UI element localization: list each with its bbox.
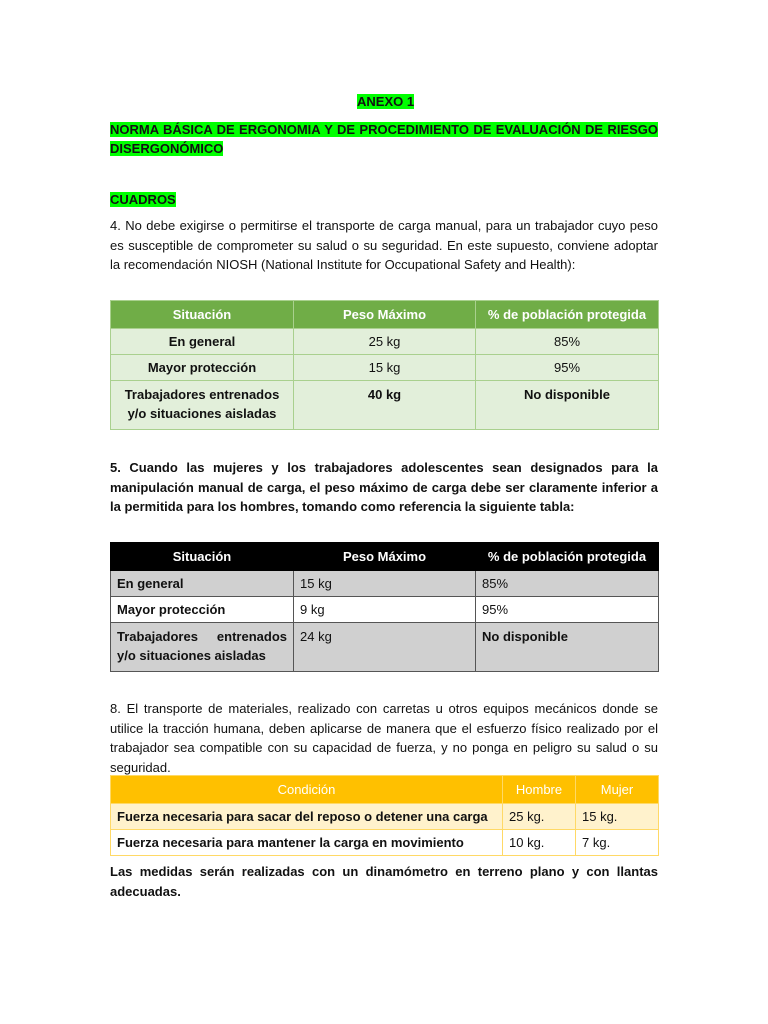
table-cell: 95% [476, 597, 659, 623]
norm-title: NORMA BÁSICA DE ERGONOMIA Y DE PROCEDIMIENTO DE EVALUACIÓN DE RIESGO DISERGONÓMICO [110, 122, 658, 156]
table-cell: No disponible [476, 623, 659, 672]
header-cell: % de población protegida [476, 301, 659, 329]
table-cell: 10 kg. [503, 830, 576, 856]
table-cell: En general [111, 329, 294, 355]
table-cell: 7 kg. [576, 830, 659, 856]
table-cell: 85% [476, 571, 659, 597]
table-cell: 25 kg [294, 329, 476, 355]
table-row [111, 830, 659, 856]
header-cell: Condición [111, 776, 503, 804]
table-cell: Fuerza necesaria para sacar del reposo o detener una carga [111, 804, 503, 830]
table-cell: 95% [476, 355, 659, 381]
table-row [111, 597, 659, 623]
table-row [111, 355, 659, 381]
table-cell: 15 kg [294, 571, 476, 597]
table-cell: 40 kg [294, 381, 476, 430]
header-cell: Peso Máximo [294, 301, 476, 329]
header-cell: Mujer [576, 776, 659, 804]
paragraph-4: 4. No debe exigirse o permitirse el transporte de carga manual, para un trabajador cuyo peso es susceptible de comprometer su salud o su seguridad. En este supuesto, conviene adoptar la recomendación NIOSH (National Institute for Occupational Safety and Health): [110, 218, 658, 272]
table-cell: Trabajadores entrenados y/o situaciones aisladas [111, 623, 294, 672]
measurement-note: Las medidas serán realizadas con un dinamómetro en terreno plano y con llantas adecuadas. [110, 864, 658, 899]
header-cell: Situación [111, 543, 294, 571]
table-header-row [111, 776, 659, 804]
header-cell: % de población protegida [476, 543, 659, 571]
table-cell: En general [111, 571, 294, 597]
table-cell: 24 kg [294, 623, 476, 672]
table-cell: 25 kg. [503, 804, 576, 830]
table-cell: Fuerza necesaria para mantener la carga en movimiento [111, 830, 503, 856]
table-cell: Trabajadores entrenados y/o situaciones aisladas [111, 381, 294, 430]
header-cell: Situación [111, 301, 294, 329]
table-row [111, 623, 659, 672]
table-cell: 15 kg [294, 355, 476, 381]
table-cell: No disponible [476, 381, 659, 430]
women-adolescent-weight-table [110, 542, 659, 672]
table-row [111, 804, 659, 830]
table-cell: Mayor protección [111, 355, 294, 381]
table-cell: 85% [476, 329, 659, 355]
table-row [111, 329, 659, 355]
paragraph-8: 8. El transporte de materiales, realizado con carretas u otros equipos mecánicos donde se utilice la tracción humana, deben aplicarse de manera que el esfuerzo físico realizado por el trabajador sea compatible con su capacidad de fuerza, y no ponga en peligro su salud o su seguridad. [110, 701, 658, 775]
header-cell: Hombre [503, 776, 576, 804]
transport-force-table [110, 775, 659, 856]
table-cell: 9 kg [294, 597, 476, 623]
niosh-weight-table [110, 300, 659, 430]
table-cell: Mayor protección [111, 597, 294, 623]
table-cell: 15 kg. [576, 804, 659, 830]
table-header-row [111, 301, 659, 329]
section-title: CUADROS [110, 192, 176, 207]
table-row [111, 571, 659, 597]
paragraph-5: 5. Cuando las mujeres y los trabajadores adolescentes sean designados para la manipulación manual de carga, el peso máximo de carga debe ser claramente inferior a la permitida para los hombres, tomando como referencia la siguiente tabla: [110, 460, 658, 514]
annex-label: ANEXO 1 [357, 94, 415, 109]
table-header-row [111, 543, 659, 571]
header-cell: Peso Máximo [294, 543, 476, 571]
table-row [111, 381, 659, 430]
